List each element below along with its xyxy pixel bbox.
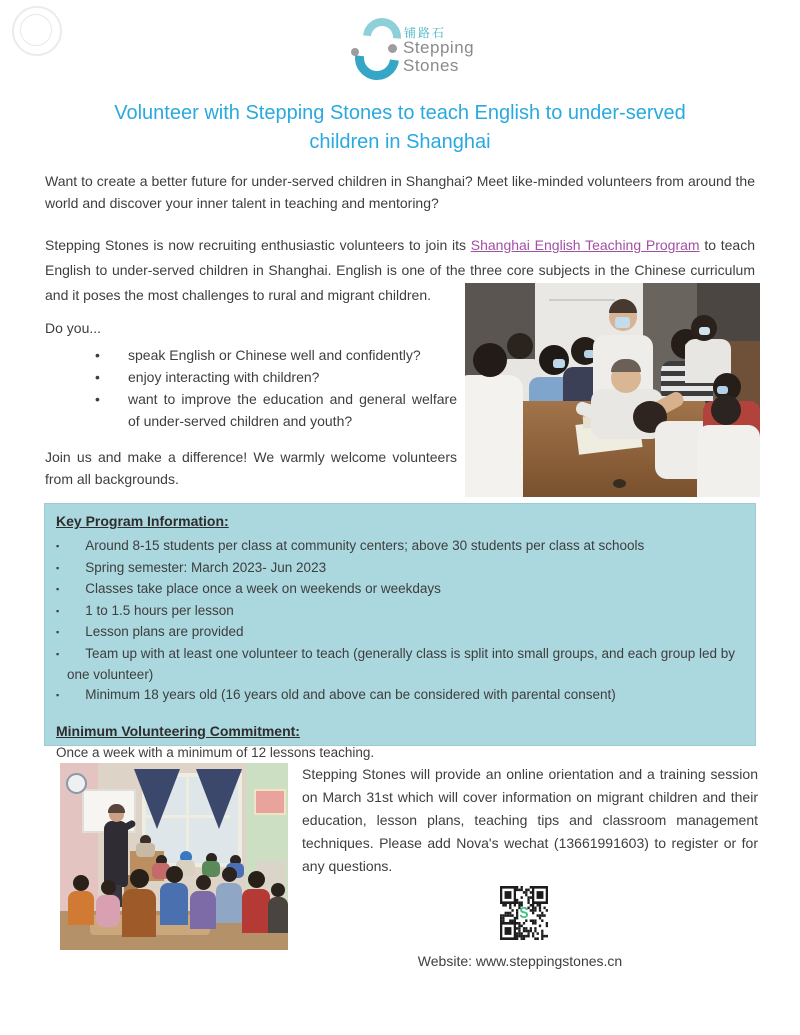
do-you-list xyxy=(45,344,457,432)
wall-clock xyxy=(66,773,87,794)
person-figure xyxy=(711,395,741,425)
logo-name-line1: Stepping xyxy=(403,38,475,57)
face-mask xyxy=(717,386,728,394)
child-figure xyxy=(122,889,156,937)
child-figure xyxy=(68,891,94,925)
commitment-heading: Minimum Volunteering Commitment: xyxy=(56,723,300,739)
child-figure xyxy=(96,895,120,927)
wechat-qr-code xyxy=(500,886,548,940)
do-you-section xyxy=(45,320,457,490)
child-figure xyxy=(130,869,149,888)
person-figure xyxy=(465,375,523,497)
key-program-info-box xyxy=(44,503,756,760)
face-mask xyxy=(553,359,565,368)
intro-paragraph: Want to create a better future for under-served children in Shanghai? Meet like-minded volunteers from around the world and discover your inner talent in teaching and mentoring? xyxy=(45,173,755,211)
stamp-watermark-icon xyxy=(12,6,62,56)
list-item: • want to improve the education and general welfare of under-served children and youth? xyxy=(45,388,457,432)
child-figure xyxy=(222,867,237,882)
child-figure xyxy=(190,891,216,929)
program-info-list xyxy=(56,536,743,706)
face-mask xyxy=(699,327,710,335)
whiteboard-marks xyxy=(549,299,615,301)
face-mask xyxy=(615,317,630,328)
child-figure xyxy=(248,871,265,888)
stepping-stones-logo-icon xyxy=(352,17,400,81)
logo-chinese-name: 铺路石 xyxy=(404,26,447,40)
list-item: • enjoy interacting with children? xyxy=(45,366,457,388)
photo-classroom-scene xyxy=(60,763,288,950)
child-figure xyxy=(196,875,211,890)
list-item: ▪ Around 8-15 students per class at community centers; above 30 students per class at schools xyxy=(56,536,743,558)
join-us-paragraph: Join us and make a difference! We warmly welcome volunteers from all backgrounds. xyxy=(45,449,457,487)
page-title: Volunteer with Stepping Stones to teach English to under-served children in Shanghai xyxy=(114,102,686,153)
person-figure xyxy=(473,343,507,377)
list-item: ▪ Classes take place once a week on weekends or weekdays xyxy=(56,579,743,601)
child-figure xyxy=(271,883,285,897)
list-item: ▪ Minimum 18 years old (16 years old and above can be considered with parental consent) xyxy=(56,685,743,707)
do-you-lead: Do you... xyxy=(45,320,102,336)
list-item: ▪ Lesson plans are provided xyxy=(56,622,743,644)
list-item: ▪ Spring semester: March 2023- Jun 2023 xyxy=(56,558,743,580)
person-figure xyxy=(136,843,155,857)
child-figure xyxy=(166,866,183,883)
logo-name-line2: Stones xyxy=(403,56,459,75)
person-figure xyxy=(697,425,760,497)
commitment-text: Once a week with a minimum of 12 lessons teaching. xyxy=(56,745,375,760)
website-text: Website: www.steppingstones.cn xyxy=(417,953,623,969)
shanghai-english-teaching-program-link[interactable]: Shanghai English Teaching Program xyxy=(470,237,700,253)
child-figure xyxy=(160,883,188,925)
logo-dot xyxy=(351,48,359,56)
list-item: ▪ Team up with at least one volunteer to teach (generally class is split into small groups, and each group led by one volunteer) xyxy=(56,644,743,685)
svg-text:S: S xyxy=(519,905,529,923)
photo-volunteers-around-table xyxy=(465,283,760,497)
info-box-heading: Key Program Information: xyxy=(56,513,229,529)
child-figure xyxy=(268,897,288,933)
person-figure xyxy=(507,333,533,359)
teacher-figure xyxy=(108,804,125,813)
child-figure xyxy=(242,889,270,933)
list-item: • speak English or Chinese well and confidently? xyxy=(45,344,457,366)
training-paragraph: Stepping Stones will provide an online orientation and a training session on March 31st which will cover information on migrant children and their education, lesson plans, teaching tips and classroom management techniques. Please add Nova's wechat (13661991603) to register or for any questions. xyxy=(302,766,758,874)
list-item: ▪ 1 to 1.5 hours per lesson xyxy=(56,601,743,623)
picture-frame xyxy=(254,789,286,815)
table-knot xyxy=(613,479,626,488)
child-figure xyxy=(73,875,89,891)
child-figure xyxy=(101,880,116,895)
child-figure xyxy=(216,883,242,923)
logo-dot xyxy=(388,44,397,53)
paragraph-text: Stepping Stones is now recruiting enthusiastic volunteers to join its xyxy=(45,237,471,253)
paragraph-text: to teach English to under-served children in Shanghai. English is one of the three core subjects in the Chinese curriculum and it poses the most challenges to rural and migrant children. xyxy=(45,237,755,303)
